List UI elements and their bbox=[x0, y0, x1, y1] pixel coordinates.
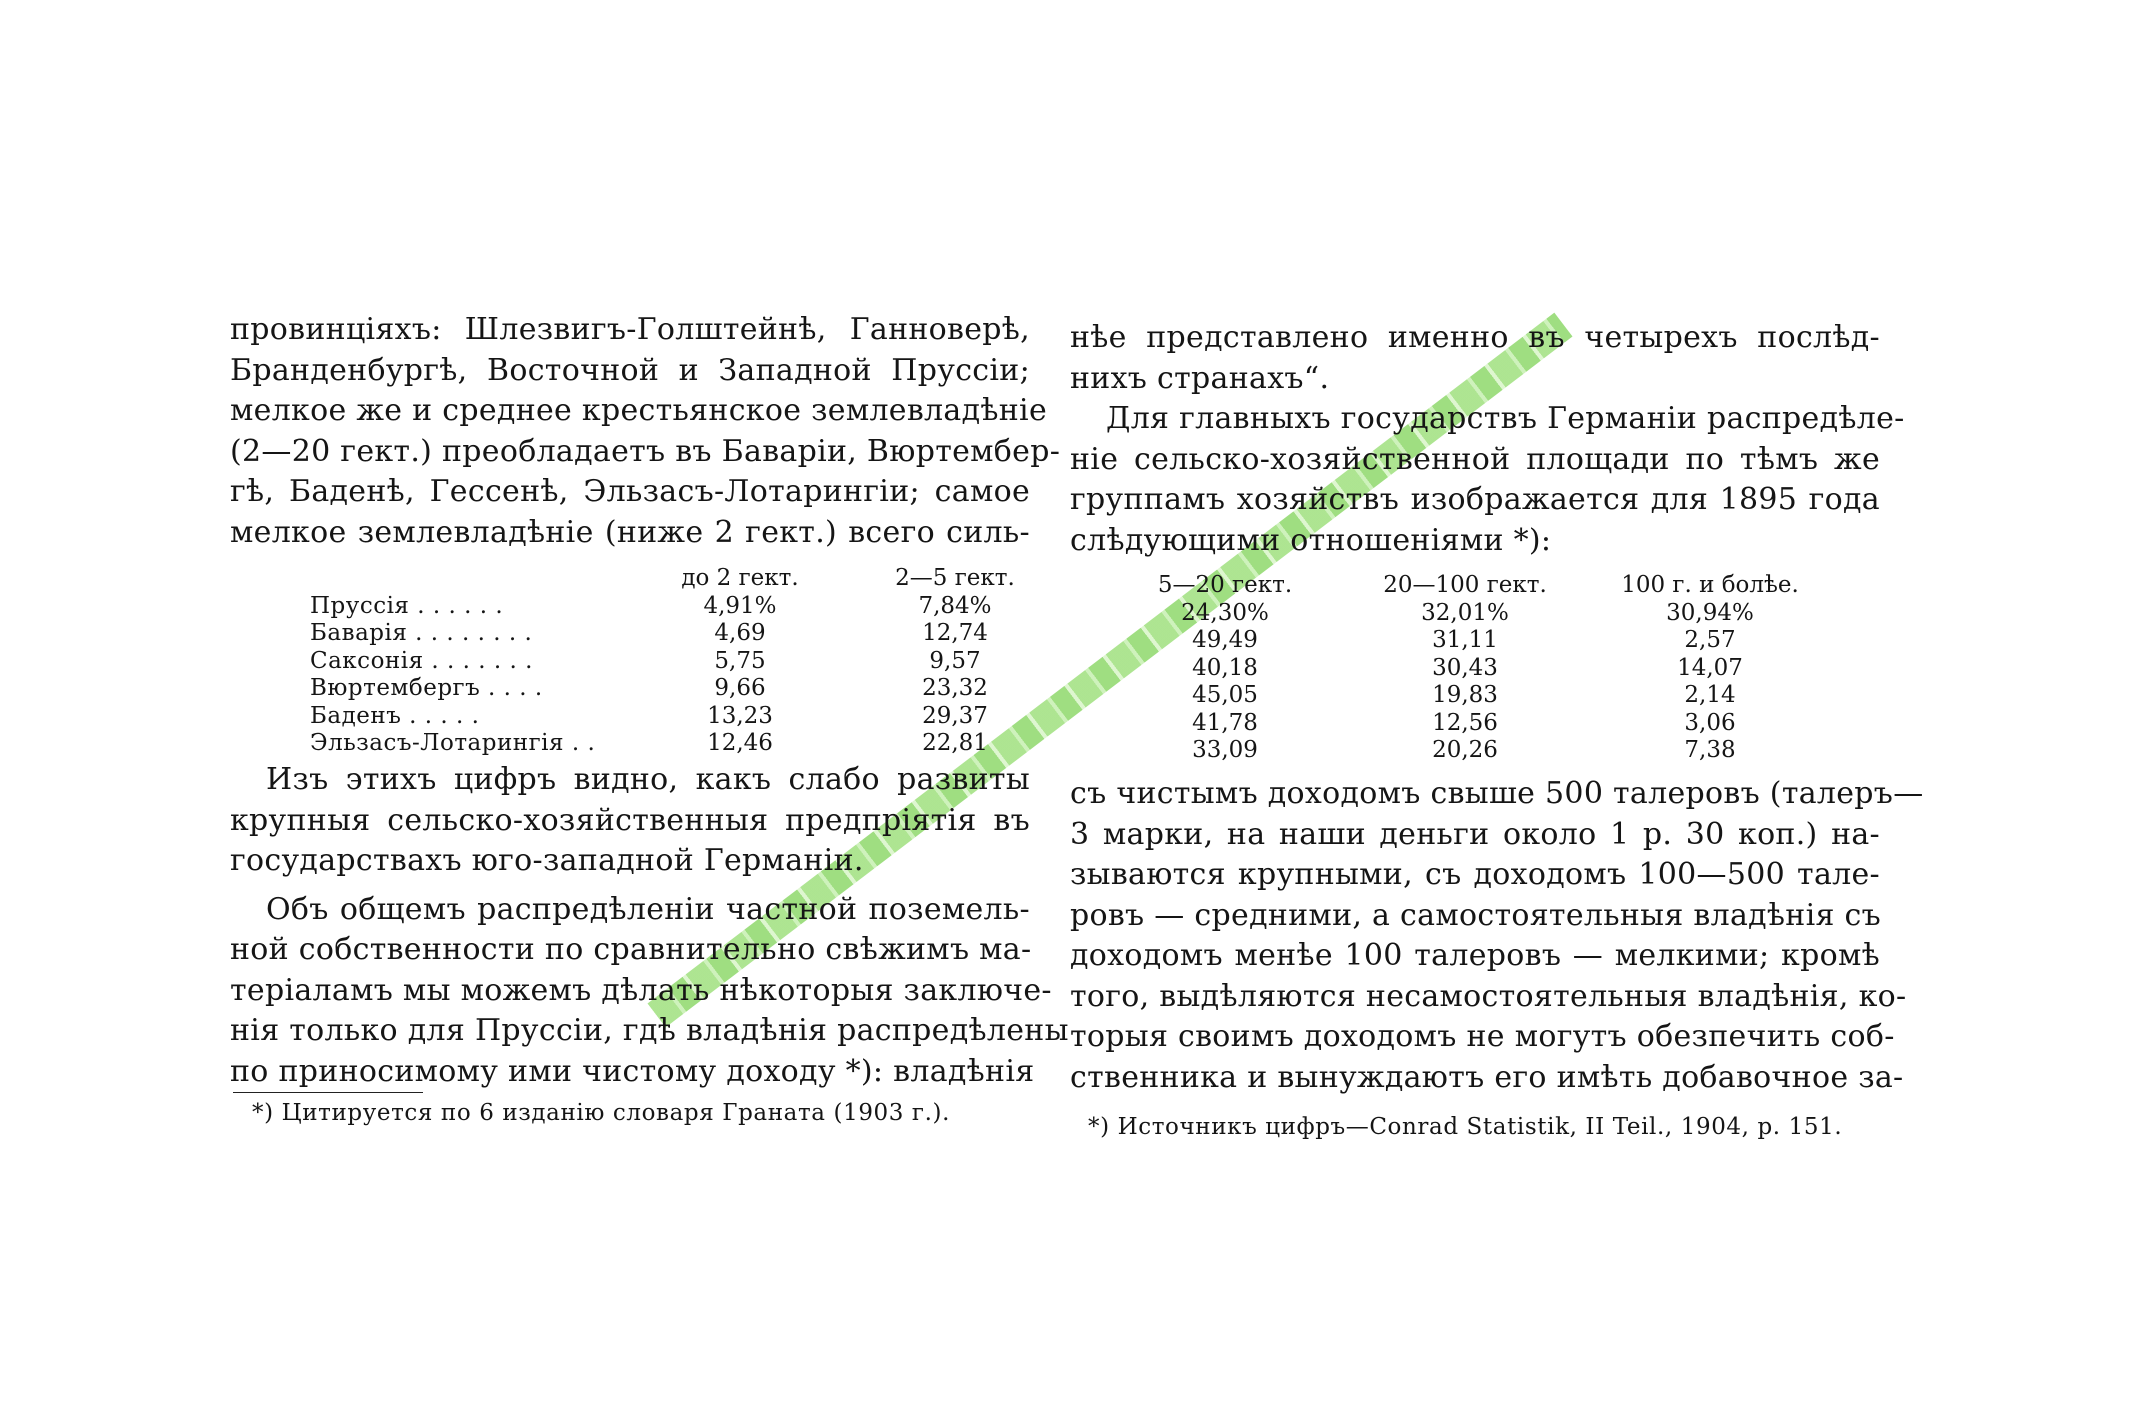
column-header: 2—5 гект. bbox=[895, 565, 1015, 591]
table-cell: 2,57 bbox=[1684, 627, 1736, 653]
table-row bbox=[310, 730, 1070, 758]
table-cell: 12,56 bbox=[1432, 709, 1498, 736]
table-header-row bbox=[310, 565, 1070, 593]
text-line: мелкое же и среднее крестьянское землевладѣніе bbox=[230, 393, 1048, 428]
text-line: того, выдѣляются несамостоятельныя владѣнія, ко- bbox=[1070, 978, 1907, 1014]
text-line: нія только для Пруссіи, гдѣ владѣнія распредѣлены bbox=[230, 1013, 1069, 1048]
table-cell: 9,57 bbox=[929, 647, 981, 674]
table-row bbox=[1130, 682, 1830, 710]
left-paragraph-3 bbox=[230, 890, 1069, 1093]
table-row bbox=[1130, 600, 1830, 628]
text-line: нѣе представлено именно въ четырехъ послѣд- bbox=[1070, 320, 1880, 355]
table-cell: 22,81 bbox=[922, 730, 988, 756]
table-cell: 49,49 bbox=[1192, 627, 1258, 653]
table-cell: 45,05 bbox=[1192, 682, 1258, 708]
row-label: Пруссія . . . . . . bbox=[310, 592, 504, 619]
text-line: (2—20 гект.) преобладаетъ въ Баваріи, Вюртембер- bbox=[230, 433, 1061, 469]
text-line: зываются крупными, съ доходомъ 100—500 тале- bbox=[1070, 857, 1880, 892]
column-header: до 2 гект. bbox=[681, 565, 799, 591]
row-label: Баденъ . . . . . bbox=[310, 702, 480, 729]
table-cell: 13,23 bbox=[707, 702, 773, 729]
table-cell: 41,78 bbox=[1192, 709, 1258, 736]
table-cell: 32,01% bbox=[1421, 599, 1509, 626]
left-column-lower bbox=[230, 760, 1069, 1092]
text-line: 3 марки, на наши деньги около 1 р. 30 коп.) на- bbox=[1070, 816, 1880, 852]
row-label: Эльзасъ-Лотарингія . . bbox=[310, 730, 596, 756]
table-cell: 30,94% bbox=[1666, 599, 1754, 626]
table-cell: 7,84% bbox=[918, 592, 992, 619]
text-line: Для главныхъ государствъ Германіи распредѣле- bbox=[1106, 401, 1905, 436]
text-line: нихъ странахъ“. bbox=[1070, 360, 1330, 396]
table-row bbox=[1130, 737, 1830, 765]
column-header: 100 г. и болѣе. bbox=[1621, 572, 1799, 598]
table-cell: 3,06 bbox=[1684, 709, 1736, 736]
table-cell: 4,91% bbox=[703, 592, 777, 619]
left-footnote: *) Цитируется по 6 изданію словаря Граната (1903 г.). bbox=[252, 1100, 950, 1126]
table-cell: 19,83 bbox=[1432, 682, 1498, 708]
right-paragraph-1 bbox=[1070, 318, 1880, 399]
table-cell: 4,69 bbox=[714, 620, 766, 646]
row-label: Вюртембергъ . . . . bbox=[310, 675, 543, 701]
table-cell: 12,46 bbox=[707, 730, 773, 756]
right-paragraph-2 bbox=[1070, 399, 1905, 561]
table-row bbox=[1130, 710, 1830, 738]
table-row bbox=[310, 675, 1070, 703]
right-paragraph-3 bbox=[1070, 774, 1924, 1098]
row-label: Баварія . . . . . . . . bbox=[310, 620, 533, 646]
footnote-divider bbox=[233, 1092, 423, 1093]
table-cell: 33,09 bbox=[1192, 737, 1258, 763]
table-cell: 20,26 bbox=[1432, 737, 1498, 763]
text-line: крупныя сельско-хозяйственныя предпріятія въ bbox=[230, 802, 1030, 838]
left-paragraph-2 bbox=[230, 760, 1030, 882]
text-line: провинціяхъ: Шлезвигъ-Голштейнѣ, Ганноверѣ, bbox=[230, 312, 1030, 347]
right-statistics-table bbox=[1130, 572, 1830, 765]
table-row bbox=[310, 593, 1070, 621]
table-cell: 5,75 bbox=[714, 647, 766, 674]
text-line: мелкое землевладѣніе (ниже 2 гект.) всего силь- bbox=[230, 514, 1030, 550]
table-cell: 40,18 bbox=[1192, 654, 1258, 681]
text-line: ственника и вынуждаютъ его имѣть добавочное за- bbox=[1070, 1059, 1904, 1095]
text-line: ной собственности по сравнительно свѣжимъ ма- bbox=[230, 932, 1032, 967]
text-line: группамъ хозяйствъ изображается для 1895 года bbox=[1070, 482, 1880, 517]
table-cell: 23,32 bbox=[922, 675, 988, 701]
table-row bbox=[1130, 655, 1830, 683]
right-footnote: *) Источникъ цифръ—Conrad Statistik, II Teil., 1904, p. 151. bbox=[1088, 1114, 1843, 1140]
text-line: Бранденбургѣ, Восточной и Западной Пруссіи; bbox=[230, 352, 1030, 388]
left-statistics-table bbox=[310, 565, 1070, 758]
table-cell: 30,43 bbox=[1432, 654, 1498, 681]
text-line: Изъ этихъ цифръ видно, какъ слабо развиты bbox=[266, 762, 1030, 797]
text-line: торыя своимъ доходомъ не могутъ обезпечить соб- bbox=[1070, 1019, 1895, 1054]
text-line: теріаламъ мы можемъ дѣлать нѣкоторыя заключе- bbox=[230, 972, 1052, 1008]
table-cell: 2,14 bbox=[1684, 682, 1736, 708]
text-line: ніе сельско-хозяйственной площади по тѣмъ же bbox=[1070, 441, 1880, 477]
left-paragraph-1 bbox=[230, 310, 1061, 553]
table-row bbox=[1130, 627, 1830, 655]
table-row bbox=[310, 620, 1070, 648]
table-row bbox=[310, 703, 1070, 731]
text-line: слѣдующими отношеніями *): bbox=[1070, 522, 1552, 558]
text-line: ровъ — средними, а самостоятельныя владѣнія съ bbox=[1070, 897, 1882, 933]
table-header-row bbox=[1130, 572, 1830, 600]
text-line: доходомъ менѣе 100 талеровъ — мелкими; кромѣ bbox=[1070, 938, 1880, 973]
text-line: по приносимому ими чистому доходу *): владѣнія bbox=[230, 1053, 1035, 1089]
table-cell: 9,66 bbox=[714, 675, 766, 701]
table-cell: 31,11 bbox=[1432, 627, 1498, 653]
text-line: государствахъ юго-западной Германіи. bbox=[230, 843, 864, 878]
table-cell: 29,37 bbox=[922, 702, 988, 729]
row-label: Саксонія . . . . . . . bbox=[310, 647, 533, 674]
table-cell: 14,07 bbox=[1677, 654, 1743, 681]
column-header: 5—20 гект. bbox=[1157, 572, 1293, 598]
column-header: 20—100 гект. bbox=[1383, 572, 1547, 598]
table-row bbox=[310, 648, 1070, 676]
text-line: Объ общемъ распредѣленіи частной поземель- bbox=[266, 891, 1030, 927]
right-column bbox=[1070, 318, 1905, 561]
text-line: съ чистымъ доходомъ свыше 500 талеровъ (талеръ— bbox=[1070, 776, 1924, 811]
table-cell: 12,74 bbox=[922, 620, 988, 646]
right-column-lower bbox=[1070, 774, 1924, 1098]
left-column bbox=[230, 310, 1061, 553]
table-cell: 7,38 bbox=[1684, 737, 1736, 763]
table-cell: 24,30% bbox=[1181, 599, 1269, 626]
text-line: гѣ, Баденѣ, Гессенѣ, Эльзасъ-Лотарингіи; самое bbox=[230, 474, 1030, 509]
